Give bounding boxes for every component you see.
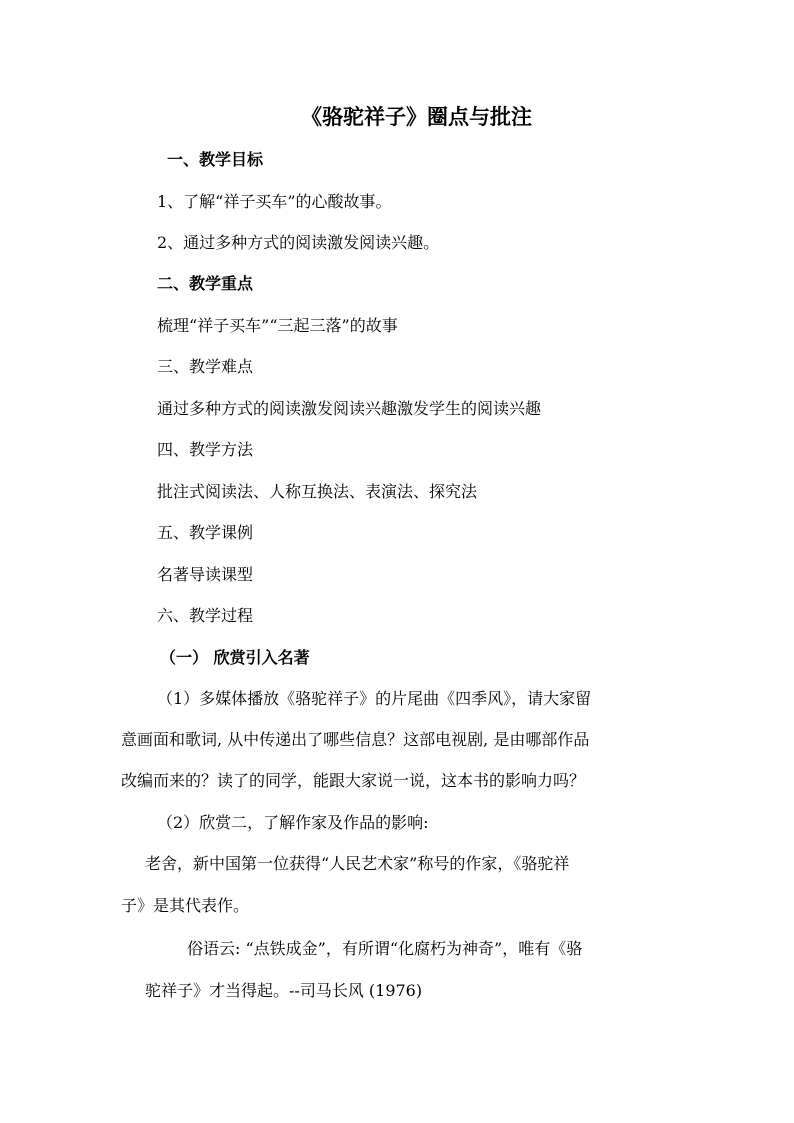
process-subheading-1: （一） 欣赏引入名著 bbox=[160, 648, 310, 667]
teaching-focus-heading: 二、教学重点 bbox=[157, 274, 254, 293]
teaching-goal-2: 2、通过多种方式的阅读激发阅读兴趣。 bbox=[157, 233, 440, 252]
teaching-methods-heading: 四、教学方法 bbox=[157, 440, 254, 459]
lesson-type-text: 名著导读课型 bbox=[157, 565, 254, 584]
teaching-focus-text: 梳理“祥子买车”“三起三落”的故事 bbox=[157, 316, 398, 335]
quote-line-1: 俗语云: “点铁成金”，有所谓“化腐朽为神奇”，唯有《骆 bbox=[187, 939, 583, 958]
document-title: 《骆驼祥子》圈点与批注 bbox=[301, 104, 532, 129]
paragraph-3-line-1: 老舍，新中国第一位获得“人民艺术家”称号的作家，《骆驼祥 bbox=[145, 854, 570, 873]
paragraph-3-line-2: 子》是其代表作。 bbox=[121, 896, 250, 915]
teaching-process-heading: 六、教学过程 bbox=[157, 606, 254, 625]
teaching-difficulty-text: 通过多种方式的阅读激发阅读兴趣激发学生的阅读兴趣 bbox=[157, 399, 542, 418]
teaching-goal-1: 1、了解“祥子买车”的心酸故事。 bbox=[157, 192, 392, 211]
lesson-type-heading: 五、教学课例 bbox=[157, 523, 254, 542]
paragraph-1-line-1: （1）多媒体播放《骆驼祥子》的片尾曲《四季风》，请大家留 bbox=[157, 689, 592, 708]
teaching-goals-heading: 一、教学目标 bbox=[167, 150, 264, 169]
teaching-methods-text: 批注式阅读法、人称互换法、表演法、探究法 bbox=[157, 482, 478, 501]
quote-line-2: 驼祥子》才当得起。--司马长风 (1976) bbox=[145, 981, 423, 1000]
teaching-difficulty-heading: 三、教学难点 bbox=[157, 357, 254, 376]
paragraph-1-line-3: 改编而来的？读了的同学，能跟大家说一说，这本书的影响力吗？ bbox=[121, 771, 586, 790]
paragraph-1-line-2: 意画面和歌词, 从中传递出了哪些信息？这部电视剧, 是由哪部作品 bbox=[121, 730, 590, 749]
paragraph-2: （2）欣赏二，了解作家及作品的影响: bbox=[157, 813, 429, 832]
